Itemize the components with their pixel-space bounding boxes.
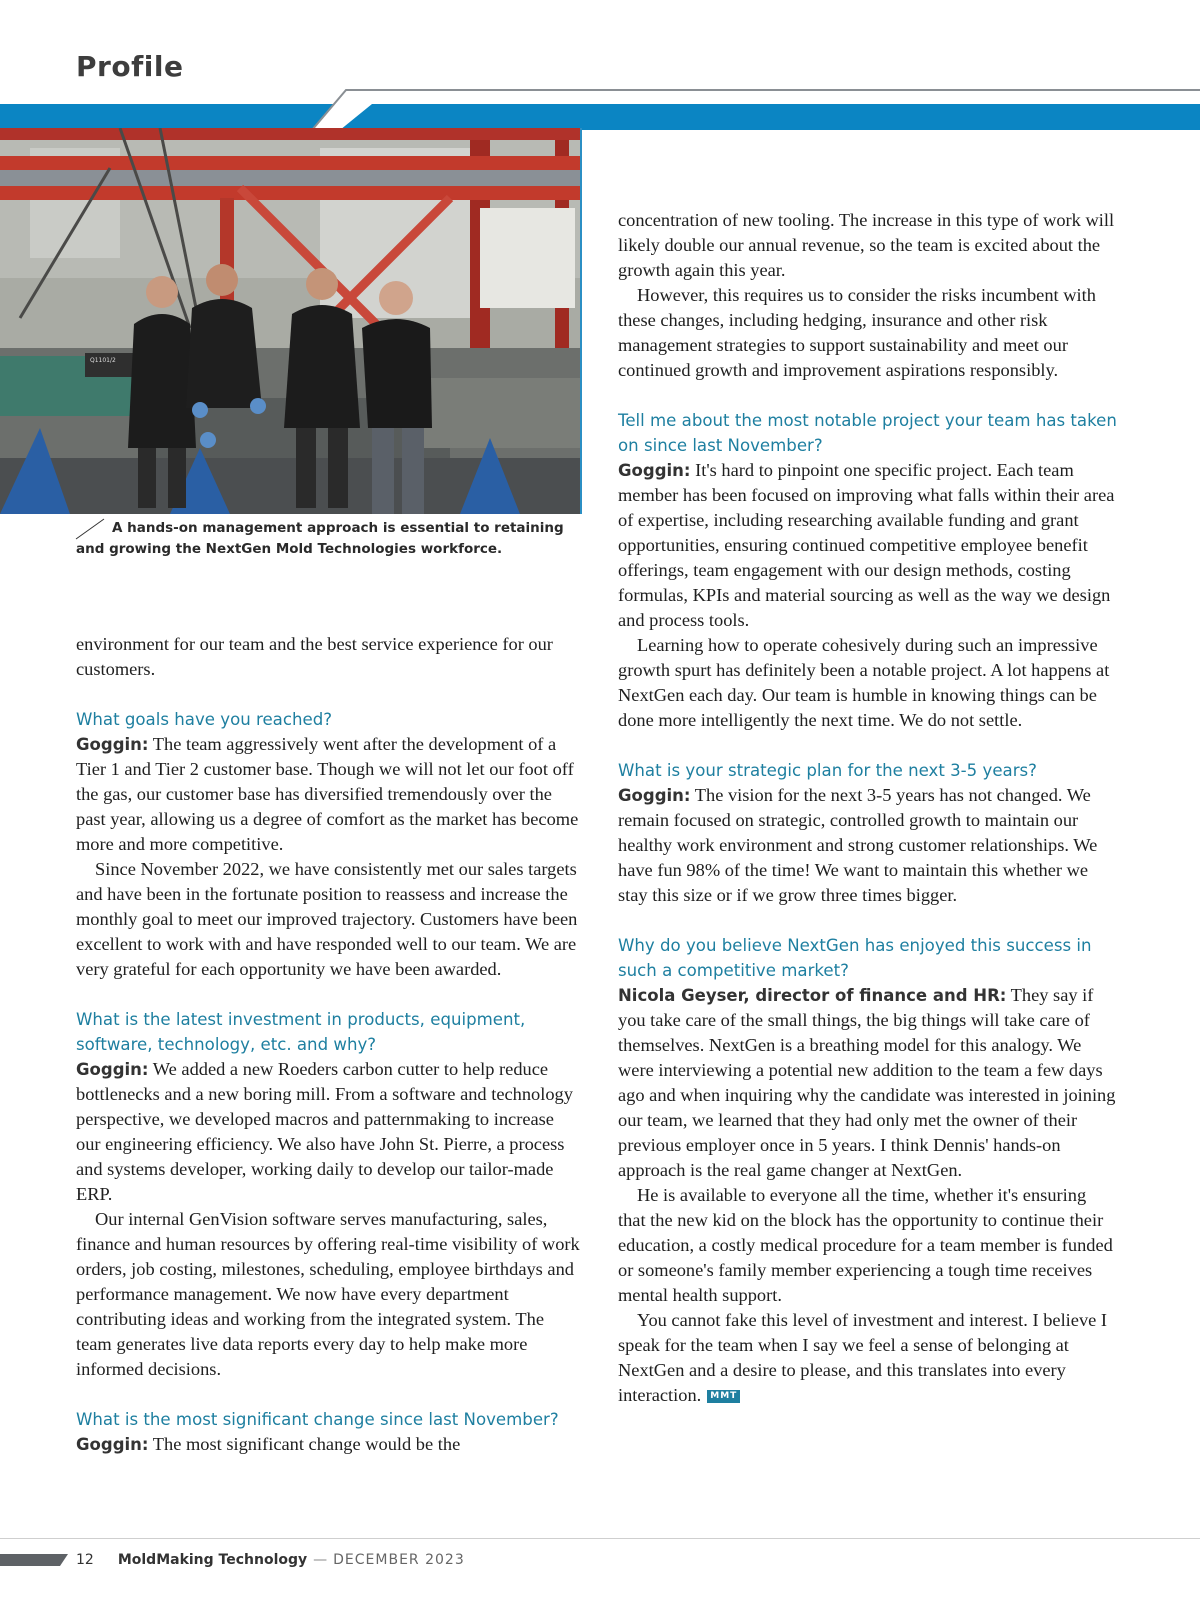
paragraph: environment for our team and the best service experience for our customers. xyxy=(76,634,553,679)
workshop-photo-art xyxy=(0,128,582,514)
answer-text: The vision for the next 3-5 years has not changed. We remain focused on strategic, controlled growth to maintain our healthy work environment and strong customer relationships. We have fun 98% of the time! We want to maintain this whether we stay this size or if we grow three times bigger. xyxy=(618,785,1098,905)
speaker-name: Goggin: xyxy=(76,735,149,754)
workshop-photo xyxy=(0,128,582,514)
paragraph: concentration of new tooling. The increase in this type of work will likely double our annual revenue, so the team is excited about the growth again this year. xyxy=(618,210,1115,280)
question-heading: What is the most significant change since last November? xyxy=(76,1410,559,1429)
question-heading: Why do you believe NextGen has enjoyed this success in such a competitive market? xyxy=(618,936,1092,980)
paragraph: Learning how to operate cohesively during such an impressive growth spurt has definitely been a notable project. A lot happens at NextGen each day. Our team is humble in knowing things can be done more intelligently the next time. We do not settle. xyxy=(618,635,1110,730)
paragraph: Since November 2022, we have consistently met our sales targets and have been in the fortunate position to reassess and increase the monthly goal to meet our improved trajectory. Customers have been excellent to work with and have responded well to our team. We are very grateful for each opportunity we have been awarded. xyxy=(76,859,578,979)
paragraph xyxy=(618,1308,1118,1408)
paragraph-text: You cannot fake this level of investment and interest. I believe I speak for the team when I say we feel a sense of belonging at NextGen and a desire to please, and this translates into every interaction. xyxy=(618,1310,1108,1405)
question-heading: What goals have you reached? xyxy=(76,710,333,729)
page-number: 12 xyxy=(76,1552,94,1568)
paragraph: Our internal GenVision software serves manufacturing, sales, finance and human resources by offering real-time visibility of work orders, job costing, milestones, scheduling, employee birthdays and performance management. We now have every department contributing ideas and working from the integrated system. The team generates live data reports every day to help make more informed decisions. xyxy=(76,1209,580,1379)
band-blue xyxy=(0,104,1200,130)
speaker-name: Nicola Geyser, director of finance and HR: xyxy=(618,986,1007,1005)
answer-text: We added a new Roeders carbon cutter to help reduce bottlenecks and a new boring mill. From a software and technology perspective, we developed macros and patternmaking to increase our engineering efficiency. We also have John St. Pierre, a process and systems developer, working daily to develop our tailor-made ERP. xyxy=(76,1059,573,1204)
answer-paragraph xyxy=(76,1057,581,1207)
question-heading: Tell me about the most notable project your team has taken on since last November? xyxy=(618,411,1117,455)
right-column xyxy=(618,208,1118,1408)
left-column xyxy=(76,632,581,1457)
answer-text: The most significant change would be the xyxy=(148,1434,461,1454)
answer-paragraph xyxy=(76,732,581,857)
publication-name: MoldMaking Technology xyxy=(117,1552,308,1568)
speaker-name: Goggin: xyxy=(76,1060,149,1079)
answer-text: It's hard to pinpoint one specific project. Each team member has been focused on improving what falls within their area of expertise, including researching available funding and grant opportunities, ensuring continued competitive employee benefit offerings, team engagement with our design methods, costing formulas, KPIs and material sourcing as well as the way we design and process tools. xyxy=(618,460,1115,630)
caption-slash-icon xyxy=(74,518,106,540)
footer-rule xyxy=(0,1538,1200,1539)
issue-date: DECEMBER 2023 xyxy=(333,1552,465,1568)
footer xyxy=(76,1552,465,1568)
answer-text: The team aggressively went after the development of a Tier 1 and Tier 2 customer base. Though we will not let our foot off the gas, our customer base has diversified tremendously over the past year, allowing us a degree of comfort as the market has become more and more competitive. xyxy=(76,734,579,854)
page-title: Profile xyxy=(76,50,184,83)
answer-paragraph xyxy=(618,983,1118,1183)
speaker-name: Goggin: xyxy=(76,1435,149,1454)
header-band xyxy=(0,86,1200,131)
machine-tag: Q1101/2 xyxy=(90,357,116,364)
mmt-end-mark-icon: MMT xyxy=(707,1390,740,1403)
question-heading: What is your strategic plan for the next 3-5 years? xyxy=(618,761,1037,780)
speaker-name: Goggin: xyxy=(618,461,691,480)
footer-bar-icon xyxy=(0,1554,68,1566)
question-heading: What is the latest investment in products, equipment, software, technology, etc. and why? xyxy=(76,1010,526,1054)
speaker-name: Goggin: xyxy=(618,786,691,805)
answer-paragraph xyxy=(618,458,1118,633)
footer-separator: — xyxy=(313,1552,328,1568)
answer-paragraph xyxy=(76,1432,581,1457)
paragraph: However, this requires us to consider the risks incumbent with these changes, including hedging, insurance and other risk management strategies to support sustainability and meet our continued growth and improvement aspirations responsibly. xyxy=(618,285,1096,380)
answer-text: They say if you take care of the small things, the big things will take care of themselves. NextGen is a breathing model for this analogy. We were interviewing a potential new addition to the team a few days ago and when inquiring why the candidate was interested in joining our team, we learned that they had only met the owner of their previous employer once in 5 years. I think Dennis' hands-on approach is the real game changer at NextGen. xyxy=(618,985,1116,1180)
caption-text: A hands-on management approach is essential to retaining and growing the NextGen Mold Technologies workforce. xyxy=(76,520,564,557)
answer-paragraph xyxy=(618,783,1118,908)
photo-caption xyxy=(76,518,586,560)
paragraph: He is available to everyone all the time, whether it's ensuring that the new kid on the block has the opportunity to continue their education, a costly medical procedure for a team member is funded or someone's family member experiencing a tough time receives mental health support. xyxy=(618,1185,1113,1305)
